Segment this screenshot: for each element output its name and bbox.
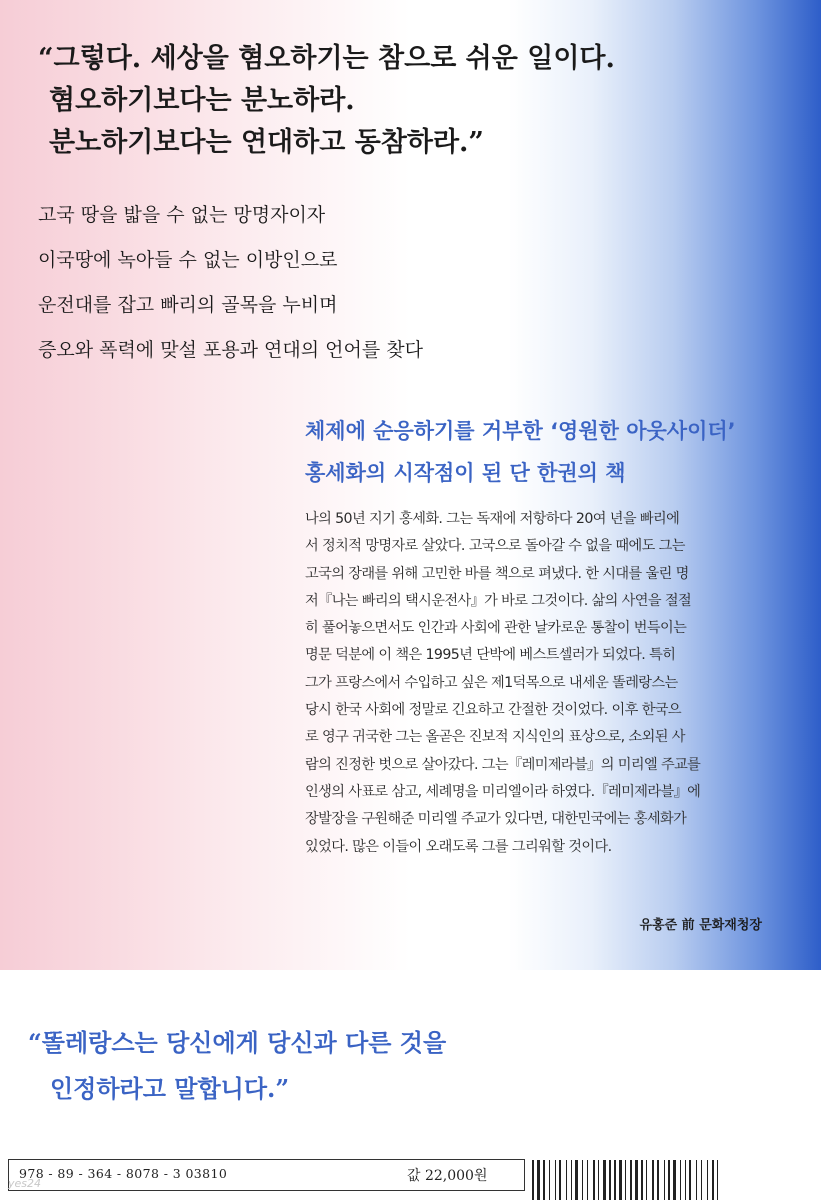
barcode-bar — [549, 1160, 550, 1200]
barcode-bar — [685, 1160, 686, 1200]
endorsement-blurb — [305, 506, 765, 861]
barcode-bar — [537, 1160, 540, 1200]
blurb-line: 히 풀어놓으면서도 인간과 사회에 관한 날카로운 통찰이 번득이는 — [305, 620, 687, 637]
barcode-bar — [587, 1160, 588, 1200]
barcode-bar — [571, 1160, 572, 1200]
blurb-line: 명문 덕분에 이 책은 1995년 단박에 베스트셀러가 되었다. 특히 — [305, 647, 676, 664]
isbn-number: 978 - 89 - 364 - 8078 - 3 03810 — [19, 1166, 228, 1181]
barcode-bar — [652, 1160, 654, 1200]
barcode-bar — [630, 1160, 632, 1200]
barcode-bar — [559, 1160, 561, 1200]
barcode-bar — [593, 1160, 595, 1200]
bottom-quote-line: 인정하라고 말합니다.” — [50, 1074, 290, 1103]
top-quote — [38, 38, 658, 164]
barcode-bar — [707, 1160, 708, 1200]
barcode-bar — [689, 1160, 691, 1200]
bottom-quote-line: “똘레랑스는 당신에게 당신과 다른 것을 — [28, 1028, 447, 1057]
barcode-bar — [668, 1160, 670, 1200]
barcode — [528, 1158, 821, 1200]
blurb-line: 나의 50년 지기 홍세화. 그는 독재에 저항하다 20여 년을 빠리에 — [305, 511, 680, 527]
barcode-bar — [664, 1160, 665, 1200]
blurb-line: 그가 프랑스에서 수입하고 싶은 제1덕목으로 내세운 똘레랑스는 — [305, 674, 678, 691]
barcode-bar — [543, 1160, 545, 1200]
barcode-bar — [646, 1160, 647, 1200]
top-quote-line: “그렇다. 세상을 혐오하기는 참으로 쉬운 일이다. — [38, 43, 615, 74]
barcode-bar — [696, 1160, 697, 1200]
bottom-quote — [28, 1020, 588, 1112]
barcode-bar — [635, 1160, 638, 1200]
barcode-bar — [673, 1160, 676, 1200]
top-quote-line: 분노하기보다는 연대하고 동참하라.” — [49, 127, 484, 158]
poem-line: 고국 땅을 밟을 수 없는 망명자이자 — [38, 204, 326, 226]
blurb-line: 고국의 장래를 위해 고민한 바를 책으로 펴냈다. 한 시대를 울린 명 — [305, 565, 689, 582]
barcode-bar — [598, 1160, 599, 1200]
top-quote-line: 혐오하기보다는 분노하라. — [49, 85, 355, 116]
blurb-attribution: 유홍준 前 문화재청장 — [639, 918, 762, 933]
blurb-line: 로 영구 귀국한 그는 올곧은 진보적 지식인의 표상으로, 소외된 사 — [305, 729, 685, 746]
barcode-bar — [566, 1160, 567, 1200]
barcode-bar — [609, 1160, 611, 1200]
blurb-line: 장발장을 구원해준 미리엘 주교가 있다면, 대한민국에는 홍세화가 — [305, 811, 687, 828]
barcode-bar — [657, 1160, 659, 1200]
blue-headline — [305, 410, 805, 494]
barcode-bar — [712, 1160, 714, 1200]
barcode-bar — [625, 1160, 626, 1200]
headline-line: 체제에 순응하기를 거부한 ‘영원한 아웃사이더’ — [305, 419, 736, 443]
price-label: 값 22,000원 — [407, 1168, 488, 1184]
blurb-line: 있었다. 많은 이들이 오래도록 그를 그리워할 것이다. — [305, 838, 612, 855]
barcode-bar — [603, 1160, 606, 1200]
barcode-bar — [680, 1160, 681, 1200]
poem — [38, 200, 558, 380]
barcode-bar — [701, 1160, 702, 1200]
barcode-bar — [641, 1160, 643, 1200]
blurb-line: 당시 한국 사회에 정말로 긴요하고 간절한 것이었다. 이후 한국으 — [305, 702, 681, 719]
blurb-line: 인생의 사표로 삼고, 세례명을 미리엘이라 하였다.『레미제라블』에 — [305, 783, 701, 800]
barcode-bar — [555, 1160, 556, 1200]
barcode-bar — [532, 1160, 534, 1200]
poem-line: 증오와 폭력에 맞설 포용과 연대의 언어를 찾다 — [38, 339, 423, 361]
watermark: yes24 — [8, 1177, 42, 1190]
barcode-bar — [582, 1160, 583, 1200]
headline-line: 홍세화의 시작점이 된 단 한권의 책 — [305, 461, 626, 485]
blurb-line: 서 정치적 망명자로 살았다. 고국으로 돌아갈 수 없을 때에도 그는 — [305, 538, 685, 555]
barcode-bar — [619, 1160, 622, 1200]
poem-line: 이국땅에 녹아들 수 없는 이방인으로 — [38, 249, 338, 271]
poem-line: 운전대를 잡고 빠리의 골목을 누비며 — [38, 294, 338, 316]
barcode-bar — [717, 1160, 718, 1200]
isbn-price-box — [8, 1159, 525, 1191]
blurb-line: 저『나는 빠리의 택시운전사』가 바로 그것이다. 삶의 사연을 절절 — [305, 592, 692, 609]
barcode-bar — [614, 1160, 616, 1200]
barcode-bar — [575, 1160, 578, 1200]
blurb-line: 람의 진정한 벗으로 살아갔다. 그는『레미제라블』의 미리엘 주교를 — [305, 756, 701, 773]
